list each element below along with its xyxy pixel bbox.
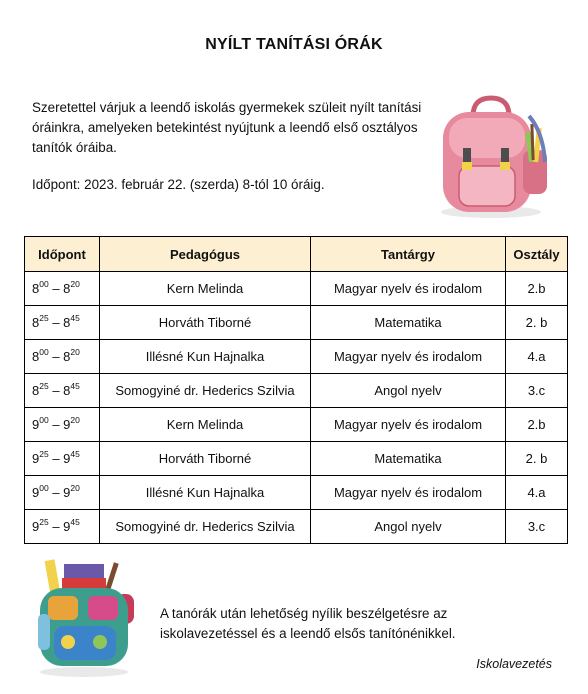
end-h-value: 8 [63,315,71,330]
table-row [25,476,568,510]
colorful-backpack-illustration [34,554,138,678]
column-header-class: Osztály [506,237,568,272]
time-cell: $8^{00} - 8^{20}$ [25,340,100,374]
start-m-value: 25 [39,448,49,459]
table-row [25,374,568,408]
signature: Iskolavezetés [476,657,552,671]
table-header-row [25,237,568,272]
time-cell: $9^{25} - 9^{45}$ [25,510,100,544]
start-m-value: 25 [39,380,49,391]
end-h-value: 9 [63,519,71,534]
column-header-time: Időpont [25,237,100,272]
subject-cell: Magyar nyelv és irodalom [311,476,506,510]
table-row [25,442,568,476]
time-cell: $8^{25} - 8^{45}$ [25,306,100,340]
start-m-value: 00 [39,346,49,357]
end-m-value: 20 [70,278,80,289]
class-cell: 2. b [506,442,568,476]
teacher-cell: Kern Melinda [100,408,311,442]
teacher-cell: Horváth Tiborné [100,306,311,340]
teacher-cell: Somogyiné dr. Hederics Szilvia [100,374,311,408]
time-cell: $9^{00} - 9^{20}$ [25,408,100,442]
teacher-cell: Somogyiné dr. Hederics Szilvia [100,510,311,544]
class-cell: 4.a [506,476,568,510]
start-m-value: 25 [39,516,49,527]
subject-cell: Matematika [311,306,506,340]
start-h-value: 9 [32,417,40,432]
end-m-value: 20 [70,414,80,425]
time-cell: $8^{25} - 8^{45}$ [25,374,100,408]
end-h-value: 9 [63,451,71,466]
class-cell: 2. b [506,306,568,340]
end-h-value: 8 [63,281,71,296]
table-row [25,408,568,442]
end-m-value: 20 [70,482,80,493]
table-row [25,272,568,306]
teacher-cell: Kern Melinda [100,272,311,306]
teacher-cell: Horváth Tiborné [100,442,311,476]
start-h-value: 8 [32,383,40,398]
pink-backpack-illustration [433,92,551,220]
column-header-subject: Tantárgy [311,237,506,272]
class-cell: 2.b [506,272,568,306]
start-h-value: 8 [32,349,40,364]
end-m-value: 20 [70,346,80,357]
end-h-value: 9 [63,485,71,500]
column-header-teacher: Pedagógus [100,237,311,272]
start-h-value: 8 [32,315,40,330]
subject-cell: Magyar nyelv és irodalom [311,272,506,306]
class-cell: 2.b [506,408,568,442]
start-h-value: 8 [32,281,40,296]
start-m-value: 25 [39,312,49,323]
subject-cell: Magyar nyelv és irodalom [311,408,506,442]
end-h-value: 9 [63,417,71,432]
start-m-value: 00 [39,414,49,425]
page-title: NYÍLT TANÍTÁSI ÓRÁK [205,36,383,53]
start-m-value: 00 [39,482,49,493]
subject-cell: Angol nyelv [311,374,506,408]
start-m-value: 00 [39,278,49,289]
subject-cell: Angol nyelv [311,510,506,544]
teacher-cell: Illésné Kun Hajnalka [100,340,311,374]
start-h-value: 9 [32,451,40,466]
start-h-value: 9 [32,485,40,500]
table-row [25,340,568,374]
time-cell: $8^{00} - 8^{20}$ [25,272,100,306]
time-cell: $9^{00} - 9^{20}$ [25,476,100,510]
table-row [25,306,568,340]
class-cell: 3.c [506,374,568,408]
end-h-value: 8 [63,383,71,398]
subject-cell: Matematika [311,442,506,476]
end-h-value: 8 [63,349,71,364]
time-cell: $9^{25} - 9^{45}$ [25,442,100,476]
class-cell: 4.a [506,340,568,374]
end-m-value: 45 [70,380,80,391]
end-m-value: 45 [70,448,80,459]
teacher-cell: Illésné Kun Hajnalka [100,476,311,510]
class-cell: 3.c [506,510,568,544]
event-time: Időpont: 2023. február 22. (szerda) 8-tól 10 óráig. [32,177,325,192]
intro-paragraph: Szeretettel várjuk a leendő iskolás gyermekek szüleit nyílt tanítási óráinkra, amelyeken betekintést nyújtunk a leendő első osztályos tanítók óráiba. [32,100,422,155]
schedule-table [24,236,568,544]
subject-cell: Magyar nyelv és irodalom [311,340,506,374]
end-m-value: 45 [70,516,80,527]
table-row [25,510,568,544]
closing-paragraph: A tanórák után lehetőség nyílik beszélgetésre az iskolavezetéssel és a leendő elsős tanítónénikkel. [160,606,456,641]
start-h-value: 9 [32,519,40,534]
end-m-value: 45 [70,312,80,323]
